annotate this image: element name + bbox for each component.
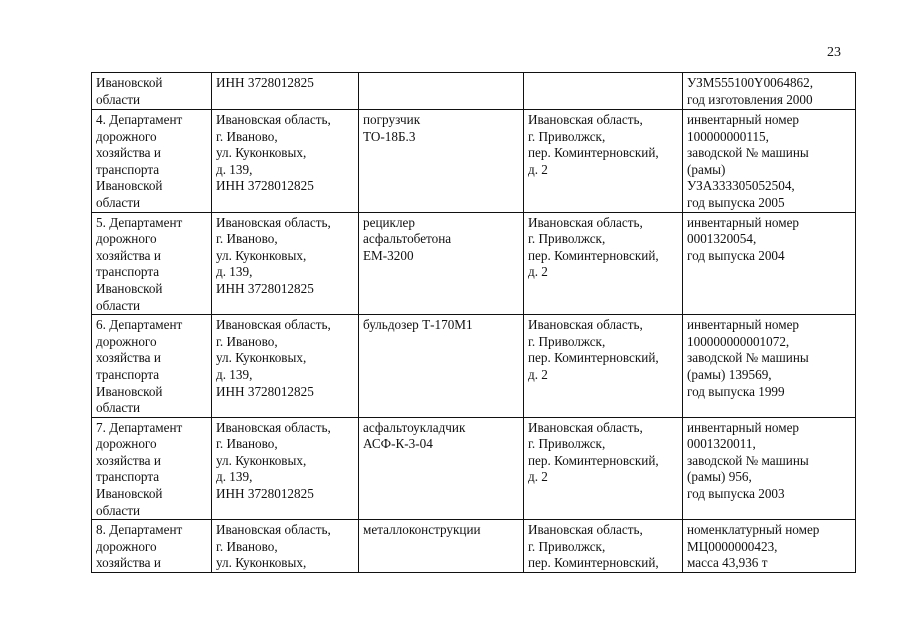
page-number: 23 (827, 45, 841, 60)
asset-cell: металлоконструкции (359, 520, 524, 573)
location-cell: Ивановская область, г. Приволжск, пер. Коминтерновский, д. 2 (524, 417, 683, 520)
asset-cell (359, 73, 524, 110)
holder-address-cell: Ивановская область, г. Иваново, ул. Куконковых, д. 139, ИНН 3728012825 (212, 110, 359, 213)
holder-address-cell: Ивановская область, г. Иваново, ул. Куконковых, д. 139, ИНН 3728012825 (212, 417, 359, 520)
details-cell: инвентарный номер 0001320054, год выпуска 2004 (683, 212, 856, 315)
holder-cell: Ивановской области (92, 73, 212, 110)
table-row (92, 212, 856, 315)
property-table (91, 72, 856, 573)
holder-cell: 6. Департамент дорожного хозяйства и транспорта Ивановской области (92, 315, 212, 418)
table-row (92, 315, 856, 418)
table-row (92, 73, 856, 110)
location-cell: Ивановская область, г. Приволжск, пер. Коминтерновский, д. 2 (524, 110, 683, 213)
location-cell (524, 73, 683, 110)
holder-address-cell: Ивановская область, г. Иваново, ул. Куконковых, (212, 520, 359, 573)
holder-cell: 8. Департамент дорожного хозяйства и (92, 520, 212, 573)
asset-cell: рециклер асфальтобетона ЕМ-3200 (359, 212, 524, 315)
holder-address-cell: Ивановская область, г. Иваново, ул. Куконковых, д. 139, ИНН 3728012825 (212, 315, 359, 418)
details-cell: инвентарный номер 0001320011, заводской № машины (рамы) 956, год выпуска 2003 (683, 417, 856, 520)
holder-address-cell: Ивановская область, г. Иваново, ул. Куконковых, д. 139, ИНН 3728012825 (212, 212, 359, 315)
details-cell: инвентарный номер 100000000001072, заводской № машины (рамы) 139569, год выпуска 1999 (683, 315, 856, 418)
asset-cell: погрузчик ТО-18Б.3 (359, 110, 524, 213)
table-row (92, 520, 856, 573)
location-cell: Ивановская область, г. Приволжск, пер. Коминтерновский, (524, 520, 683, 573)
table-row (92, 417, 856, 520)
asset-cell: бульдозер Т-170М1 (359, 315, 524, 418)
details-cell: номенклатурный номер МЦ0000000423, масса 43,936 т (683, 520, 856, 573)
details-cell: инвентарный номер 100000000115, заводской № машины (рамы) УЗА333305052504, год выпуска 2005 (683, 110, 856, 213)
holder-cell: 7. Департамент дорожного хозяйства и транспорта Ивановской области (92, 417, 212, 520)
details-cell: УЗМ555100Y0064862, год изготовления 2000 (683, 73, 856, 110)
location-cell: Ивановская область, г. Приволжск, пер. Коминтерновский, д. 2 (524, 212, 683, 315)
holder-address-cell: ИНН 3728012825 (212, 73, 359, 110)
holder-cell: 4. Департамент дорожного хозяйства и транспорта Ивановской области (92, 110, 212, 213)
holder-cell: 5. Департамент дорожного хозяйства и транспорта Ивановской области (92, 212, 212, 315)
asset-cell: асфальтоукладчик АСФ-К-3-04 (359, 417, 524, 520)
table-row (92, 110, 856, 213)
location-cell: Ивановская область, г. Приволжск, пер. Коминтерновский, д. 2 (524, 315, 683, 418)
